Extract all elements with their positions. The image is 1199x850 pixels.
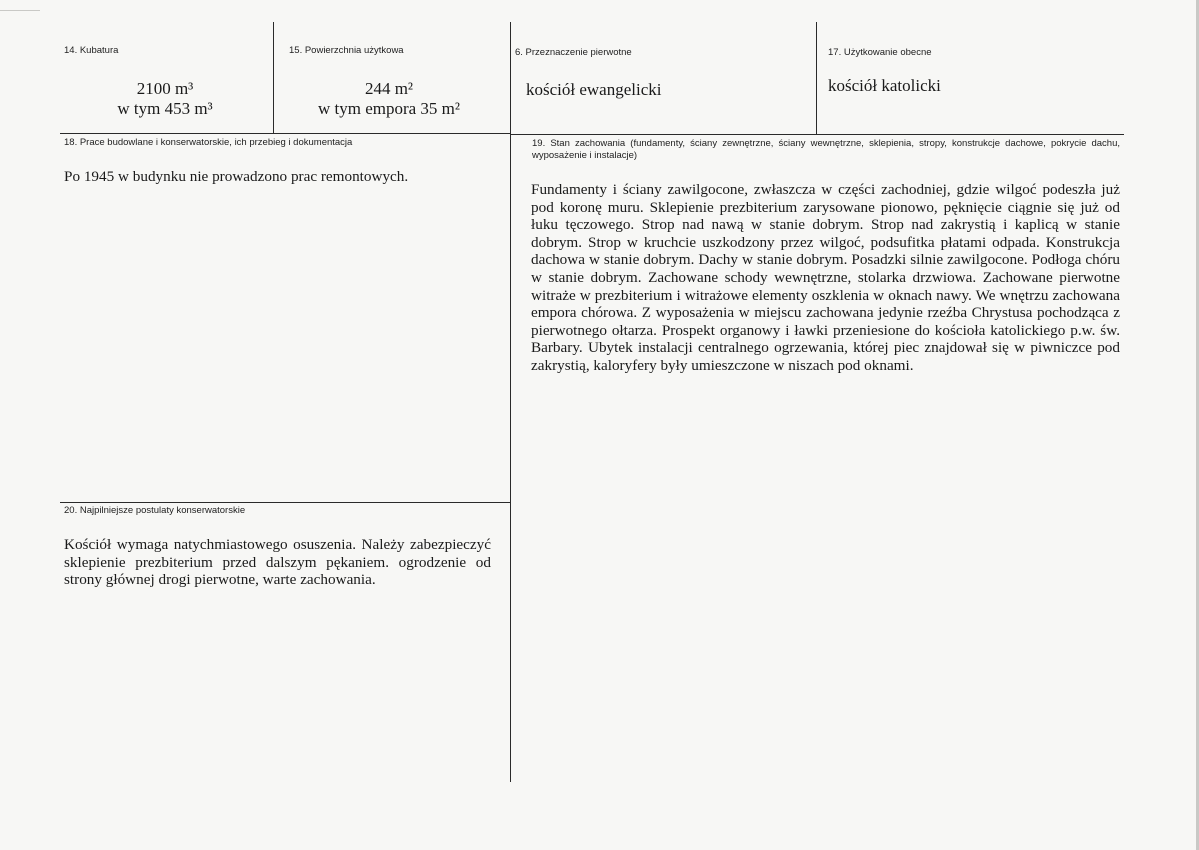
rule-h-left-top [60, 133, 511, 134]
field-20-label: 20. Najpilniejsze postulaty konserwatorskie [64, 505, 246, 516]
field-15-value-line2: w tym empora 35 m² [317, 99, 461, 118]
field-15-value-line1: 244 m² [364, 79, 414, 98]
field-19-label: 19. Stan zachowania (fundamenty, ściany zewnętrzne, ściany wewnętrzne, sklepienia, stropy, konstrukcje dachowe, pokrycie dachu, wyposażenie i instalacje) [532, 138, 1120, 161]
field-14-label: 14. Kubatura [64, 45, 119, 56]
rule-v-kubatura [273, 22, 274, 133]
field-14-value-line2: w tym 453 m³ [117, 99, 213, 118]
field-18-text: Po 1945 w budynku nie prowadzono prac remontowych. [64, 168, 409, 185]
rule-h-left-mid [60, 502, 511, 503]
field-15-label: 15. Powierzchnia użytkowa [289, 45, 404, 56]
rule-v-uzytkowanie [816, 22, 817, 134]
rule-h-right-top [510, 134, 1124, 135]
field-20-text: Kościół wymaga natychmiastowego osuszenia. Należy zabezpieczyć sklepienie prezbiterium przed dalszym pękaniem. ogrodzenie od strony głównej drogi pierwotne, warte zachowania. [64, 536, 491, 589]
scan-edge-top [0, 10, 40, 11]
field-18-label: 18. Prace budowlane i konserwatorskie, ich przebieg i dokumentacja [64, 137, 353, 148]
field-6-value: kościół ewangelicki [526, 80, 662, 99]
field-6-label: 6. Przeznaczenie pierwotne [515, 47, 632, 58]
rule-v-center [510, 22, 511, 782]
field-14-value-line1: 2100 m³ [136, 79, 194, 98]
field-19-text: Fundamenty i ściany zawilgocone, zwłaszcza w części zachodniej, gdzie wilgoć podeszła już pod koronę muru. Sklepienie prezbiterium zarysowane pionowo, pęknięcie ciągnie się już od łuku tęczowego. Strop nad nawą w stanie dobrym. Strop nad zakrystią i kaplicą w stanie dobrym. Strop w kruchcie uszkodzony przez wilgoć, podsufitka płatami odpada. Konstrukcja dachowa w stanie dobrym. Dachy w stanie dobrym. Posadzki silnie zawilgocone. Podłoga chóru w stanie dobrym. Zachowane schody wewnętrzne, stolarka drzwiowa. Zachowane pierwotne witraże w prezbiterium i witrażowe elementy oszklenia w oknach nawy. We wnętrzu zachowana empora chórowa. Z wyposażenia w miejscu zachowana jedynie rzeźba Chrystusa pochodząca z pierwotnego ołtarza. Prospekt organowy i ławki przeniesione do kościoła katolickiego p.w. św. Barbary. Ubytek instalacji centralnego ogrzewania, której piec znajdował się w piwniczce pod zakrystią, kaloryfery były umieszczone w niszach pod oknami. [531, 181, 1120, 374]
field-17-label: 17. Użytkowanie obecne [828, 47, 932, 58]
field-17-value: kościół katolicki [828, 76, 941, 95]
